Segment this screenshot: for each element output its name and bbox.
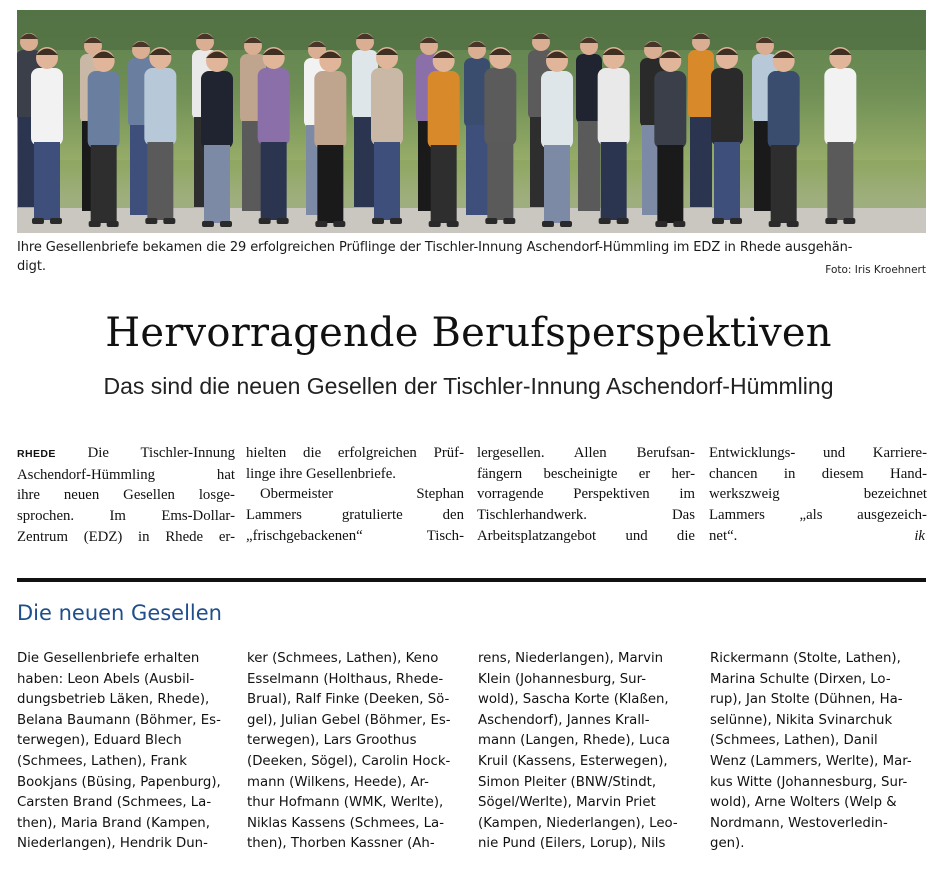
person-figure [598,47,630,224]
names-line: mann (Wilkens, Heede), Ar- [247,774,429,790]
article-line: ihre neuen Gesellen losge- [17,487,235,504]
names-column-2 [247,649,469,855]
names-line: (Deeken, Sögel), Carolin Hock- [247,753,451,769]
names-column-4 [710,649,932,855]
article-column-2 [246,443,464,547]
section-title: Die neuen Gesellen [17,601,222,625]
headline: Hervorragende Berufsperspektiven [105,310,832,356]
article-line: hielten die erfolgreichen Prüf- [246,445,464,461]
names-line: ker (Schmees, Lathen), Keno [247,651,439,666]
names-line: Carsten Brand (Schmees, La- [17,795,212,811]
section-divider [17,578,926,582]
names-line: thur Hofmann (WMK, Werlte), [247,795,444,811]
article-column-1 [17,443,235,548]
names-line: Marina Schulte (Dirxen, Lo- [710,671,891,687]
names-line: Bookjans (Büsing, Papenburg), [17,774,221,790]
article-line: Entwicklungs- und Karriere- [709,445,927,461]
names-line: Klein (Johannesburg, Sur- [478,671,647,687]
names-line: (Schmees, Lathen), Danil [710,733,878,749]
person-figure [768,50,800,227]
names-line: dungsbetrieb Läken, Rhede), [17,692,210,708]
names-line: Wenz (Lammers, Werlte), Mar- [710,753,912,769]
names-line: rup), Jan Stolte (Dühnen, Ha- [710,692,903,708]
names-line: Sögel/Werlte), Marvin Priet [478,795,656,811]
author-signature: ik [914,527,925,544]
article-line: Aschendorf-Hümmling hat [17,466,235,483]
group-photo-illustration [17,10,926,233]
names-line: wold), Arne Wolters (Welp & [710,795,897,811]
person-figure [711,47,743,224]
article-line: Tischlerhandwerk. Das [477,507,695,524]
article-line: Obermeister Stephan [260,486,464,503]
names-line: Belana Baumann (Böhmer, Es- [17,712,221,728]
names-line: Niklas Kassens (Schmees, La- [247,815,445,831]
names-line: nie Pund (Eilers, Lorup), Nils [478,836,666,852]
person-figure [144,47,176,224]
article-line: lergesellen. Allen Berufsan- [477,445,695,461]
person-figure [428,50,460,227]
names-line: mann (Langen, Rhede), Luca [478,733,671,749]
person-figure [541,50,573,227]
article-line: Die Tischler-Innung [87,445,235,461]
names-line: (Kampen, Niederlangen), Leo- [478,815,678,831]
person-figure [314,50,346,227]
article-line: sprochen. Im Ems-Dollar- [17,508,235,525]
caption-line-2: digt. [17,259,46,274]
photo-caption [17,238,926,276]
names-line: haben: Leon Abels (Ausbil- [17,671,195,687]
names-line: then), Maria Brand (Kampen, [17,815,210,831]
subheadline: Das sind die neuen Gesellen der Tischler-Innung Aschendorf-Hümmling [103,373,834,399]
names-line: rens, Niederlangen), Marvin [478,651,664,666]
article-line: Lammers gratulierte den [246,507,464,524]
person-figure [824,47,856,224]
names-line: (Schmees, Lathen), Frank [17,753,187,769]
article-line: Zentrum (EDZ) in Rhede er- [17,528,235,545]
names-line: selünne), Nikita Svinarchuk [710,712,893,728]
person-figure [688,33,714,207]
dateline: RHEDE [17,448,56,460]
person-figure [88,50,120,227]
person-figure [201,50,233,227]
names-line: kus Witte (Johannesburg, Sur- [710,774,908,790]
names-line: Esselmann (Holthaus, Rhede- [247,671,444,687]
names-line: Simon Pleiter (BNW/Stindt, [478,774,657,790]
names-line: Die Gesellenbriefe erhalten [17,651,200,666]
article-line: linge ihre Gesellenbriefe. [246,465,396,482]
names-line: gen). [710,836,745,852]
names-line: then), Thorben Kassner (Ah- [247,836,435,852]
photo-credit: Foto: Iris Kroehnert [825,264,926,276]
names-line: Kruil (Kassens, Esterwegen), [478,753,668,769]
names-line: Niederlangen), Hendrik Dun- [17,836,208,852]
article-line: werkszweig bezeichnet [709,486,927,503]
names-line: terwegen), Lars Groothus [247,733,417,749]
person-figure [258,47,290,224]
article-column-4 [709,443,927,547]
person-figure [31,47,63,224]
article-line: „frischgebackenen“ Tisch- [246,527,464,544]
article-line: net“. [709,527,738,544]
article-line: vorragende Perspektiven im [477,486,695,503]
article-column-3 [477,443,695,547]
person-figure [484,47,516,224]
person-figure [371,47,403,224]
article-line: Lammers „als ausgezeich- [709,507,927,524]
person-figure [654,50,686,227]
names-line: Rickermann (Stolte, Lathen), [710,651,901,666]
caption-line-1: Ihre Gesellenbriefe bekamen die 29 erfolgreichen Prüflinge der Tischler-Innung Aschendorf-Hümmling im EDZ in Rhede ausgehän- [17,240,853,255]
article-line: fängern bescheinigte er her- [477,465,695,482]
names-line: Brual), Ralf Finke (Deeken, Sö- [247,692,450,708]
names-line: gel), Julian Gebel (Böhmer, Es- [247,712,451,728]
names-column-1 [17,649,239,855]
names-column-3 [478,649,700,855]
names-line: terwegen), Eduard Blech [17,733,182,749]
names-line: Nordmann, Westoverledin- [710,815,888,831]
names-line: wold), Sascha Korte (Klaßen, [478,692,669,708]
names-line: Aschendorf), Jannes Krall- [478,712,650,728]
article-line: Arbeitsplatzangebot und die [477,527,695,544]
group-photo [17,10,926,233]
article-line: chancen in diesem Hand- [709,465,927,482]
